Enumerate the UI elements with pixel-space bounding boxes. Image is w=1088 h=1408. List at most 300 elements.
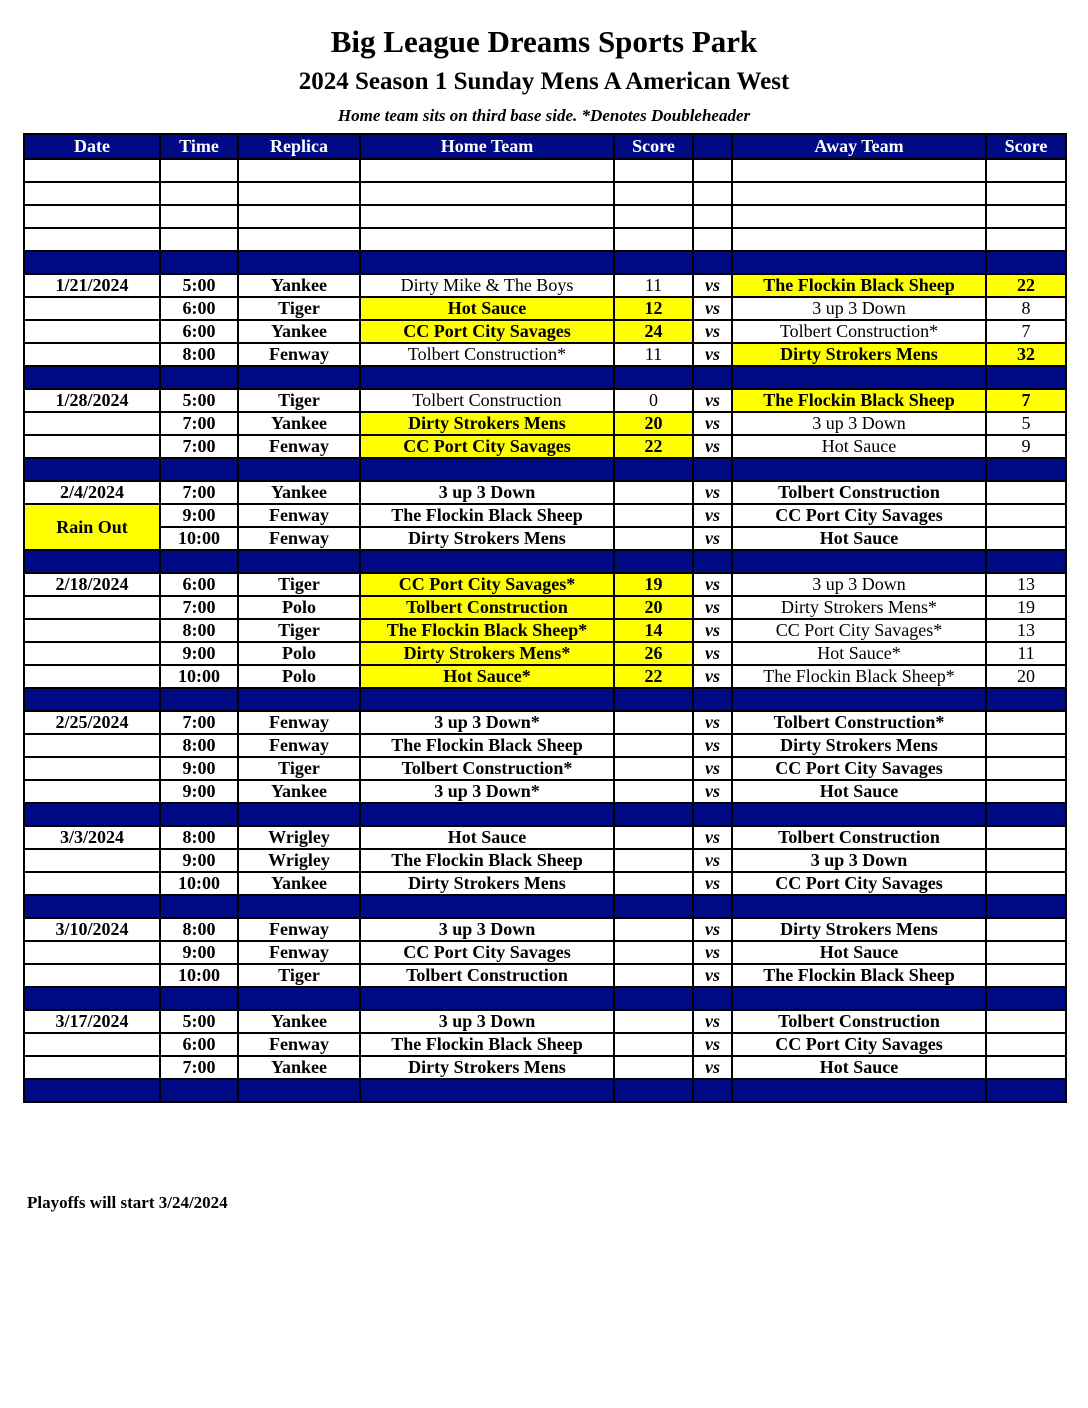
separator-cell — [693, 987, 732, 1010]
game-row — [24, 826, 1066, 849]
time-cell: 10:00 — [160, 872, 238, 895]
away-team-cell: Dirty Strokers Mens — [732, 734, 986, 757]
away-score-cell: 19 — [986, 596, 1066, 619]
separator-cell — [986, 1079, 1066, 1102]
blank-cell — [360, 159, 614, 182]
home-score-cell — [614, 711, 693, 734]
col-header-away-score: Score — [986, 134, 1066, 159]
separator-cell — [614, 550, 693, 573]
vs-cell: vs — [693, 826, 732, 849]
separator-cell — [614, 366, 693, 389]
separator-cell — [693, 1079, 732, 1102]
home-team-cell: Hot Sauce — [360, 297, 614, 320]
vs-cell: vs — [693, 596, 732, 619]
date-cell: 3/3/2024 — [24, 826, 160, 849]
game-row — [24, 1010, 1066, 1033]
schedule-table — [23, 133, 1067, 1103]
separator-cell — [614, 1079, 693, 1102]
separator-cell — [160, 688, 238, 711]
col-header-date: Date — [24, 134, 160, 159]
home-score-cell — [614, 826, 693, 849]
vs-cell: vs — [693, 527, 732, 550]
separator-cell — [238, 366, 360, 389]
game-row — [24, 780, 1066, 803]
playoffs-note: Playoffs will start 3/24/2024 — [27, 1193, 228, 1212]
vs-cell: vs — [693, 1056, 732, 1079]
away-team-cell: Tolbert Construction* — [732, 711, 986, 734]
time-cell: 9:00 — [160, 780, 238, 803]
blank-cell — [732, 159, 986, 182]
blank-row — [24, 159, 1066, 182]
blank-cell — [732, 182, 986, 205]
date-cell — [24, 435, 160, 458]
blank-cell — [732, 228, 986, 251]
replica-cell: Polo — [238, 642, 360, 665]
blank-cell — [24, 182, 160, 205]
separator-cell — [614, 251, 693, 274]
replica-cell: Fenway — [238, 343, 360, 366]
separator-cell — [160, 803, 238, 826]
away-score-cell — [986, 711, 1066, 734]
separator-cell — [238, 987, 360, 1010]
replica-cell: Fenway — [238, 504, 360, 527]
separator-cell — [360, 251, 614, 274]
replica-cell: Wrigley — [238, 849, 360, 872]
home-team-cell: Dirty Strokers Mens — [360, 527, 614, 550]
separator-cell — [732, 803, 986, 826]
away-team-cell: Hot Sauce — [732, 941, 986, 964]
separator-row — [24, 366, 1066, 389]
home-team-cell: 3 up 3 Down — [360, 918, 614, 941]
vs-cell: vs — [693, 504, 732, 527]
separator-cell — [732, 458, 986, 481]
game-row — [24, 573, 1066, 596]
separator-cell — [732, 895, 986, 918]
time-cell: 10:00 — [160, 964, 238, 987]
blank-row — [24, 182, 1066, 205]
col-header-replica: Replica — [238, 134, 360, 159]
separator-cell — [238, 550, 360, 573]
blank-cell — [238, 228, 360, 251]
blank-cell — [614, 205, 693, 228]
vs-cell: vs — [693, 619, 732, 642]
separator-cell — [986, 987, 1066, 1010]
vs-cell: vs — [693, 780, 732, 803]
date-cell — [24, 849, 160, 872]
home-score-cell: 22 — [614, 665, 693, 688]
home-score-cell — [614, 1033, 693, 1056]
date-cell: 1/21/2024 — [24, 274, 160, 297]
game-row — [24, 918, 1066, 941]
game-row — [24, 527, 1066, 550]
separator-cell — [160, 366, 238, 389]
date-cell — [24, 343, 160, 366]
away-score-cell — [986, 504, 1066, 527]
replica-cell: Yankee — [238, 872, 360, 895]
replica-cell: Yankee — [238, 1056, 360, 1079]
replica-cell: Fenway — [238, 527, 360, 550]
blank-cell — [238, 159, 360, 182]
blank-cell — [160, 205, 238, 228]
away-score-cell — [986, 527, 1066, 550]
time-cell: 5:00 — [160, 1010, 238, 1033]
home-team-cell: CC Port City Savages — [360, 435, 614, 458]
time-cell: 7:00 — [160, 412, 238, 435]
blank-cell — [160, 159, 238, 182]
blank-cell — [24, 228, 160, 251]
home-team-cell: Dirty Mike & The Boys — [360, 274, 614, 297]
game-row — [24, 1056, 1066, 1079]
date-cell: 2/18/2024 — [24, 573, 160, 596]
separator-cell — [986, 688, 1066, 711]
replica-cell: Tiger — [238, 297, 360, 320]
time-cell: 8:00 — [160, 343, 238, 366]
separator-cell — [693, 550, 732, 573]
vs-cell: vs — [693, 734, 732, 757]
home-team-cell: Tolbert Construction* — [360, 757, 614, 780]
game-row — [24, 481, 1066, 504]
away-team-cell: 3 up 3 Down — [732, 297, 986, 320]
game-row — [24, 596, 1066, 619]
away-team-cell: Hot Sauce — [732, 1056, 986, 1079]
replica-cell: Yankee — [238, 1010, 360, 1033]
separator-cell — [160, 550, 238, 573]
away-score-cell: 7 — [986, 389, 1066, 412]
away-team-cell: Hot Sauce — [732, 780, 986, 803]
replica-cell: Yankee — [238, 412, 360, 435]
blank-cell — [24, 159, 160, 182]
page-note: Home team sits on third base side. *Denotes Doubleheader — [337, 106, 751, 125]
home-score-cell — [614, 504, 693, 527]
blank-cell — [986, 228, 1066, 251]
away-score-cell — [986, 826, 1066, 849]
separator-cell — [160, 458, 238, 481]
separator-row — [24, 251, 1066, 274]
away-score-cell — [986, 872, 1066, 895]
away-score-cell — [986, 941, 1066, 964]
blank-cell — [160, 228, 238, 251]
time-cell: 6:00 — [160, 297, 238, 320]
away-score-cell — [986, 964, 1066, 987]
separator-cell — [360, 458, 614, 481]
game-row — [24, 941, 1066, 964]
game-row — [24, 389, 1066, 412]
time-cell: 9:00 — [160, 642, 238, 665]
vs-cell: vs — [693, 918, 732, 941]
home-team-cell: 3 up 3 Down* — [360, 780, 614, 803]
time-cell: 7:00 — [160, 481, 238, 504]
separator-cell — [24, 366, 160, 389]
home-team-cell: Tolbert Construction* — [360, 343, 614, 366]
vs-cell: vs — [693, 274, 732, 297]
away-score-cell: 9 — [986, 435, 1066, 458]
away-score-cell: 8 — [986, 297, 1066, 320]
separator-cell — [160, 987, 238, 1010]
time-cell: 8:00 — [160, 734, 238, 757]
away-team-cell: Dirty Strokers Mens* — [732, 596, 986, 619]
home-score-cell — [614, 849, 693, 872]
away-score-cell — [986, 757, 1066, 780]
time-cell: 9:00 — [160, 941, 238, 964]
blank-cell — [693, 205, 732, 228]
home-team-cell: Dirty Strokers Mens — [360, 872, 614, 895]
home-score-cell: 11 — [614, 274, 693, 297]
home-team-cell: Dirty Strokers Mens — [360, 412, 614, 435]
game-row — [24, 734, 1066, 757]
time-cell: 5:00 — [160, 274, 238, 297]
replica-cell: Yankee — [238, 481, 360, 504]
time-cell: 8:00 — [160, 918, 238, 941]
away-score-cell: 20 — [986, 665, 1066, 688]
blank-cell — [614, 159, 693, 182]
away-team-cell: Hot Sauce — [732, 435, 986, 458]
time-cell: 9:00 — [160, 504, 238, 527]
date-cell — [24, 297, 160, 320]
vs-cell: vs — [693, 320, 732, 343]
away-team-cell: CC Port City Savages* — [732, 619, 986, 642]
away-team-cell: The Flockin Black Sheep — [732, 274, 986, 297]
blank-cell — [986, 159, 1066, 182]
away-team-cell: Tolbert Construction — [732, 1010, 986, 1033]
away-score-cell — [986, 481, 1066, 504]
away-score-cell: 11 — [986, 642, 1066, 665]
separator-cell — [238, 458, 360, 481]
vs-cell: vs — [693, 481, 732, 504]
separator-cell — [360, 895, 614, 918]
separator-cell — [238, 251, 360, 274]
separator-row — [24, 688, 1066, 711]
replica-cell: Fenway — [238, 941, 360, 964]
away-team-cell: The Flockin Black Sheep — [732, 389, 986, 412]
date-cell — [24, 642, 160, 665]
replica-cell: Yankee — [238, 274, 360, 297]
separator-cell — [160, 251, 238, 274]
time-cell: 10:00 — [160, 527, 238, 550]
away-score-cell — [986, 849, 1066, 872]
away-team-cell: Dirty Strokers Mens — [732, 343, 986, 366]
away-team-cell: 3 up 3 Down — [732, 412, 986, 435]
home-team-cell: Tolbert Construction — [360, 389, 614, 412]
separator-cell — [360, 1079, 614, 1102]
vs-cell: vs — [693, 849, 732, 872]
replica-cell: Fenway — [238, 734, 360, 757]
away-score-cell — [986, 1033, 1066, 1056]
away-score-cell: 5 — [986, 412, 1066, 435]
separator-cell — [986, 366, 1066, 389]
home-score-cell — [614, 872, 693, 895]
game-row — [24, 642, 1066, 665]
away-score-cell — [986, 780, 1066, 803]
rain-out-cell: Rain Out — [24, 504, 160, 550]
home-team-cell: The Flockin Black Sheep — [360, 1033, 614, 1056]
replica-cell: Tiger — [238, 964, 360, 987]
blank-cell — [360, 228, 614, 251]
blank-cell — [693, 228, 732, 251]
vs-cell: vs — [693, 1010, 732, 1033]
time-cell: 7:00 — [160, 435, 238, 458]
game-row — [24, 849, 1066, 872]
game-row — [24, 320, 1066, 343]
vs-cell: vs — [693, 435, 732, 458]
separator-cell — [614, 987, 693, 1010]
separator-cell — [360, 550, 614, 573]
home-score-cell: 0 — [614, 389, 693, 412]
date-cell — [24, 665, 160, 688]
date-cell — [24, 941, 160, 964]
away-team-cell: Tolbert Construction* — [732, 320, 986, 343]
replica-cell: Polo — [238, 665, 360, 688]
game-row — [24, 297, 1066, 320]
blank-cell — [986, 182, 1066, 205]
home-score-cell: 14 — [614, 619, 693, 642]
date-cell: 2/4/2024 — [24, 481, 160, 504]
date-cell — [24, 757, 160, 780]
replica-cell: Yankee — [238, 780, 360, 803]
away-team-cell: Hot Sauce* — [732, 642, 986, 665]
home-score-cell — [614, 527, 693, 550]
col-header-home-score: Score — [614, 134, 693, 159]
home-team-cell: Dirty Strokers Mens* — [360, 642, 614, 665]
page-subtitle: 2024 Season 1 Sunday Mens A American West — [298, 68, 790, 95]
blank-cell — [360, 182, 614, 205]
date-cell — [24, 1056, 160, 1079]
blank-row — [24, 205, 1066, 228]
home-team-cell: CC Port City Savages — [360, 320, 614, 343]
separator-row — [24, 803, 1066, 826]
blank-cell — [160, 182, 238, 205]
home-score-cell: 12 — [614, 297, 693, 320]
separator-cell — [732, 1079, 986, 1102]
separator-cell — [24, 1079, 160, 1102]
separator-cell — [360, 987, 614, 1010]
away-team-cell: The Flockin Black Sheep — [732, 964, 986, 987]
separator-cell — [732, 987, 986, 1010]
home-score-cell: 22 — [614, 435, 693, 458]
separator-cell — [732, 688, 986, 711]
home-score-cell — [614, 734, 693, 757]
home-team-cell: Tolbert Construction — [360, 596, 614, 619]
home-score-cell — [614, 481, 693, 504]
away-score-cell — [986, 918, 1066, 941]
separator-cell — [614, 895, 693, 918]
separator-cell — [732, 251, 986, 274]
home-team-cell: 3 up 3 Down* — [360, 711, 614, 734]
separator-cell — [238, 1079, 360, 1102]
replica-cell: Tiger — [238, 757, 360, 780]
separator-cell — [24, 895, 160, 918]
date-cell — [24, 412, 160, 435]
home-score-cell — [614, 1056, 693, 1079]
separator-cell — [732, 366, 986, 389]
away-team-cell: Dirty Strokers Mens — [732, 918, 986, 941]
vs-cell: vs — [693, 343, 732, 366]
vs-cell: vs — [693, 1033, 732, 1056]
separator-cell — [693, 688, 732, 711]
game-row — [24, 872, 1066, 895]
away-score-cell: 7 — [986, 320, 1066, 343]
away-score-cell: 22 — [986, 274, 1066, 297]
home-score-cell: 20 — [614, 412, 693, 435]
game-row — [24, 665, 1066, 688]
away-team-cell: CC Port City Savages — [732, 504, 986, 527]
separator-cell — [986, 251, 1066, 274]
away-team-cell: CC Port City Savages — [732, 757, 986, 780]
away-team-cell: Hot Sauce — [732, 527, 986, 550]
vs-cell: vs — [693, 389, 732, 412]
away-team-cell: Tolbert Construction — [732, 826, 986, 849]
separator-row — [24, 458, 1066, 481]
home-score-cell — [614, 941, 693, 964]
game-row — [24, 1033, 1066, 1056]
home-score-cell: 20 — [614, 596, 693, 619]
time-cell: 9:00 — [160, 757, 238, 780]
date-cell: 1/28/2024 — [24, 389, 160, 412]
blank-cell — [360, 205, 614, 228]
vs-cell: vs — [693, 711, 732, 734]
replica-cell: Tiger — [238, 573, 360, 596]
home-team-cell: Hot Sauce* — [360, 665, 614, 688]
col-header-time: Time — [160, 134, 238, 159]
blank-cell — [238, 205, 360, 228]
replica-cell: Fenway — [238, 918, 360, 941]
separator-cell — [238, 688, 360, 711]
home-team-cell: The Flockin Black Sheep* — [360, 619, 614, 642]
date-cell: 3/17/2024 — [24, 1010, 160, 1033]
separator-cell — [693, 458, 732, 481]
time-cell: 10:00 — [160, 665, 238, 688]
separator-cell — [24, 458, 160, 481]
separator-cell — [614, 803, 693, 826]
col-header-vs — [693, 134, 732, 159]
home-team-cell: Tolbert Construction — [360, 964, 614, 987]
date-cell — [24, 780, 160, 803]
vs-cell: vs — [693, 964, 732, 987]
time-cell: 7:00 — [160, 711, 238, 734]
replica-cell: Tiger — [238, 389, 360, 412]
home-team-cell: 3 up 3 Down — [360, 481, 614, 504]
game-row — [24, 435, 1066, 458]
time-cell: 8:00 — [160, 826, 238, 849]
time-cell: 7:00 — [160, 596, 238, 619]
time-cell: 6:00 — [160, 320, 238, 343]
vs-cell: vs — [693, 297, 732, 320]
separator-cell — [160, 895, 238, 918]
home-team-cell: CC Port City Savages* — [360, 573, 614, 596]
time-cell: 9:00 — [160, 849, 238, 872]
replica-cell: Fenway — [238, 1033, 360, 1056]
blank-cell — [238, 182, 360, 205]
separator-cell — [360, 366, 614, 389]
away-team-cell: 3 up 3 Down — [732, 573, 986, 596]
blank-cell — [732, 205, 986, 228]
away-team-cell: CC Port City Savages — [732, 872, 986, 895]
game-row — [24, 504, 1066, 527]
separator-cell — [986, 895, 1066, 918]
away-score-cell: 13 — [986, 573, 1066, 596]
vs-cell: vs — [693, 665, 732, 688]
home-score-cell: 11 — [614, 343, 693, 366]
home-team-cell: 3 up 3 Down — [360, 1010, 614, 1033]
separator-cell — [24, 550, 160, 573]
separator-cell — [24, 688, 160, 711]
date-cell — [24, 1033, 160, 1056]
home-score-cell — [614, 757, 693, 780]
date-cell — [24, 872, 160, 895]
separator-row — [24, 987, 1066, 1010]
home-score-cell — [614, 964, 693, 987]
game-row — [24, 757, 1066, 780]
time-cell: 7:00 — [160, 1056, 238, 1079]
